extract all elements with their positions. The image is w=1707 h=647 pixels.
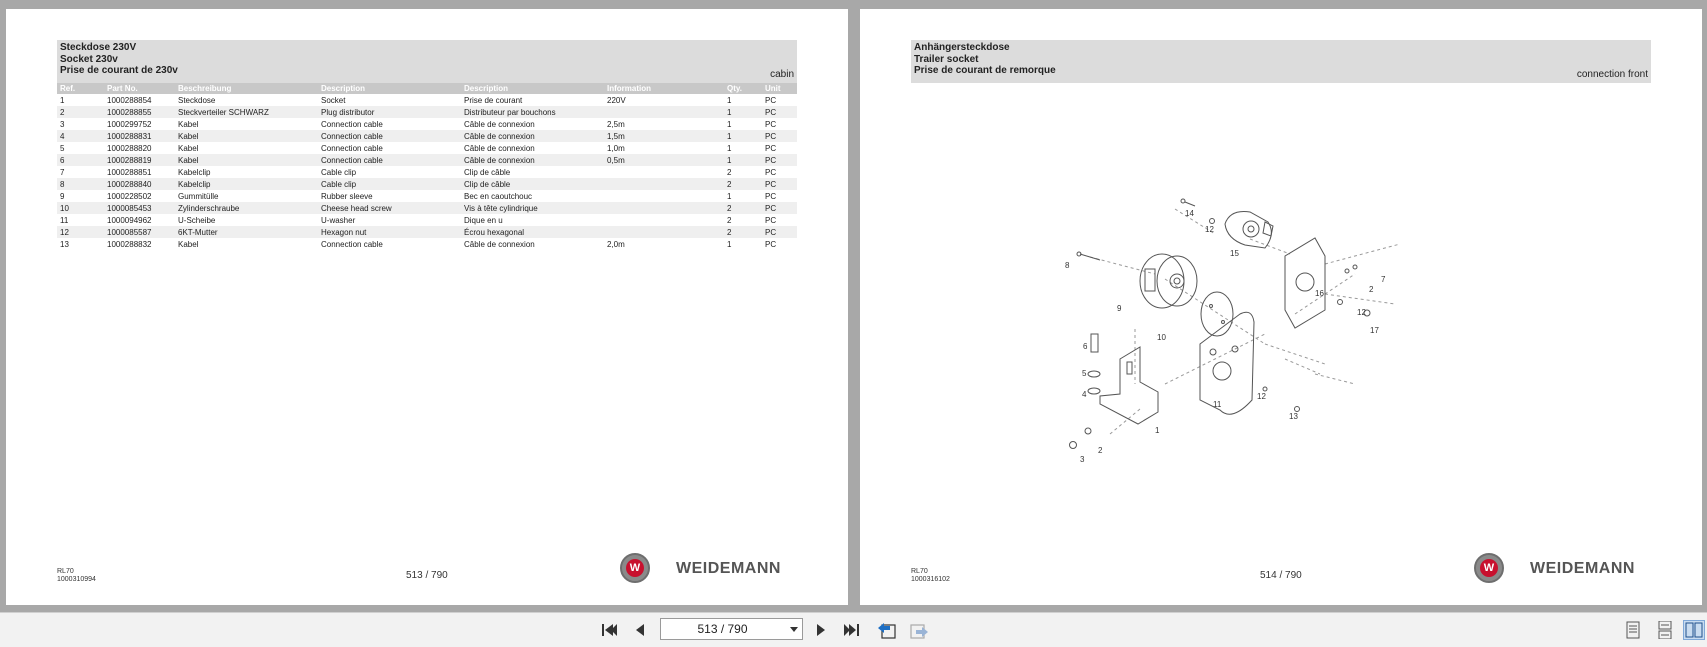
column-header: Unit [762,83,797,94]
table-cell: 6KT-Mutter [175,226,318,238]
table-cell: Câble de connexion [461,130,604,142]
model-name: RL70 [911,568,928,575]
table-cell: PC [762,106,797,118]
table-cell: 12 [57,226,104,238]
table-row [57,106,797,118]
brand-name: WEIDEMANN [676,560,781,577]
table-cell: U-washer [321,215,356,225]
prev-page-button[interactable] [629,620,651,640]
column-header: Information [604,83,724,94]
title-de: Steckdose 230V [60,42,137,53]
callout-4: 4 [1082,390,1087,399]
table-cell: Vis à tête cylindrique [461,202,604,214]
table-cell: 2 [724,226,762,238]
table-cell: 4 [57,130,104,142]
table-cell: Câble de connexion [461,154,604,166]
first-page-icon [600,622,618,638]
table-cell: 1 [727,239,732,249]
navigation-toolbar [0,612,1707,647]
document-number: 1000316102 [911,576,950,583]
table-cell: 1 [724,154,762,166]
table-cell [604,166,724,178]
table-cell: Kabel [178,143,199,153]
two-page-view-button[interactable] [1683,620,1705,640]
column-header: Ref. [57,83,104,94]
location-label: cabin [770,69,794,80]
brand-name: WEIDEMANN [1530,560,1635,577]
table-row [57,166,797,178]
column-header: Description [461,83,604,94]
table-cell: PC [765,143,777,153]
table-cell: 5 [60,143,65,153]
table-header-row [57,83,797,94]
prev-page-icon [633,622,647,638]
table-cell: 2 [727,167,732,177]
document-number: 1000310994 [57,576,96,583]
callout-2: 2 [1369,285,1374,294]
continuous-page-icon [1657,621,1673,639]
table-cell: PC [765,239,777,249]
callout-15: 15 [1230,249,1239,258]
table-cell: 2 [727,215,732,225]
first-page-button[interactable] [598,620,620,640]
document-page-right [860,9,1702,605]
table-cell: 1000288831 [104,130,175,142]
table-cell: 11 [60,215,69,225]
two-page-icon [1685,622,1703,638]
table-cell: 8 [57,178,104,190]
table-cell: Connection cable [321,143,383,153]
table-cell [604,178,724,190]
single-page-icon [1625,621,1641,639]
callout-3: 3 [1080,455,1085,464]
table-cell: Kabelclip [175,178,318,190]
section-header [57,40,797,83]
table-cell: PC [762,154,797,166]
table-cell: Câble de connexion [464,239,535,249]
table-cell: 3 [60,119,65,129]
table-cell: Hexagon nut [318,226,461,238]
table-row [57,238,797,250]
table-cell: Socket [321,95,346,105]
callout-8: 8 [1065,261,1070,270]
table-cell: 1000228502 [107,191,152,201]
table-cell: 220V [607,95,626,105]
continuous-view-button[interactable] [1654,620,1676,640]
table-row [57,178,797,190]
forward-view-button[interactable] [908,620,930,640]
table-row [57,130,797,142]
table-cell: Kabel [178,239,199,249]
table-cell: PC [765,167,777,177]
exploded-parts-diagram [1065,184,1465,474]
title-fr: Prise de courant de 230v [60,65,178,76]
table-cell: 2 [724,202,762,214]
table-cell: Steckdose [178,95,216,105]
next-page-icon [814,622,828,638]
table-cell: 1 [727,143,732,153]
table-cell: Rubber sleeve [321,191,373,201]
table-cell: Cable clip [318,178,461,190]
table-row [57,142,797,154]
table-cell: Câble de connexion [464,143,535,153]
table-cell: Bec en caoutchouc [464,191,533,201]
last-page-button[interactable] [841,620,863,640]
table-cell: Kabel [175,154,318,166]
forward-view-icon [908,620,930,640]
table-cell: 1 [727,95,732,105]
table-row [57,214,797,226]
table-cell: Câble de connexion [464,119,535,129]
table-cell: PC [765,95,777,105]
table-cell: Clip de câble [464,167,511,177]
table-cell: 1000085453 [104,202,175,214]
table-cell: PC [765,191,777,201]
table-cell: 1 [724,130,762,142]
callout-11: 11 [1213,400,1222,409]
table-cell: Prise de courant [464,95,523,105]
table-cell: PC [762,178,797,190]
table-cell: Cable clip [321,167,357,177]
table-cell: 10 [57,202,104,214]
callout-12: 12 [1357,308,1366,317]
last-page-icon [843,622,861,638]
table-cell: Gummitülle [178,191,219,201]
table-row [57,118,797,130]
table-cell: 6 [57,154,104,166]
footer-model [57,568,96,584]
table-cell [604,190,724,202]
table-cell: PC [762,226,797,238]
table-cell [604,202,724,214]
callout-12: 12 [1205,225,1214,234]
table-cell: 1,5m [604,130,724,142]
table-row [57,202,797,214]
table-cell: U-Scheibe [178,215,216,225]
logo-letter: W [626,559,644,577]
table-cell: Kabel [178,119,199,129]
table-cell: 1 [727,119,732,129]
table-cell: Plug distributor [318,106,461,118]
page-number: 514 / 790 [1260,570,1302,581]
table-cell: Dique en u [464,215,503,225]
callout-5: 5 [1082,369,1087,378]
weidemann-logo-icon [1474,553,1504,583]
callout-7: 7 [1381,275,1386,284]
table-cell: Clip de câble [461,178,604,190]
table-cell: 13 [60,239,69,249]
footer-model [911,568,950,584]
table-cell: 7 [60,167,65,177]
table-cell: Kabelclip [178,167,211,177]
table-cell [604,226,724,238]
callout-6: 6 [1083,342,1088,351]
table-cell: Connection cable [321,239,383,249]
logo-letter: W [1480,559,1498,577]
table-row [57,154,797,166]
column-header: Qty. [724,83,762,94]
callout-16: 16 [1315,289,1324,298]
column-header: Description [318,83,461,94]
model-name: RL70 [57,568,74,575]
callout-9: 9 [1117,304,1122,313]
table-cell: 1000288832 [107,239,152,249]
table-row [57,94,797,106]
callout-14: 14 [1185,209,1194,218]
table-cell: PC [765,119,777,129]
table-cell: 1 [727,191,732,201]
table-cell: 2 [57,106,104,118]
table-cell: Zylinderschraube [175,202,318,214]
back-view-icon [876,620,898,640]
single-page-view-button[interactable] [1622,620,1644,640]
column-header: Beschreibung [175,83,318,94]
table-cell: Écrou hexagonal [461,226,604,238]
title-fr: Prise de courant de remorque [914,65,1056,76]
back-view-button[interactable] [876,620,898,640]
table-cell: 1 [724,106,762,118]
page-number: 513 / 790 [406,570,448,581]
document-page-left [6,9,848,605]
table-cell: 1000288851 [107,167,152,177]
table-cell: Kabel [175,130,318,142]
table-cell: PC [762,130,797,142]
callout-13: 13 [1289,412,1298,421]
callout-12: 12 [1257,392,1266,401]
table-cell: Connection cable [321,119,383,129]
table-row [57,226,797,238]
chevron-down-icon[interactable] [790,627,798,632]
table-cell: Connection cable [318,130,461,142]
table-cell: 1000288854 [107,95,152,105]
table-cell: 1000094962 [107,215,152,225]
parts-table [57,83,797,250]
table-cell: 9 [60,191,65,201]
title-en: Trailer socket [914,54,979,65]
table-cell: 1 [60,95,65,105]
callout-1: 1 [1155,426,1160,435]
title-de: Anhängersteckdose [914,42,1010,53]
table-cell: 2 [724,178,762,190]
column-header: Part No. [104,83,175,94]
section-header [911,40,1651,83]
location-label: connection front [1576,69,1648,80]
table-cell: 2,5m [607,119,625,129]
table-cell: 1000288855 [104,106,175,118]
table-cell: Steckverteiler SCHWARZ [175,106,318,118]
table-cell: 1,0m [607,143,625,153]
callout-10: 10 [1157,333,1166,342]
table-row [57,190,797,202]
table-cell: 1000288819 [104,154,175,166]
table-cell: 1000288840 [104,178,175,190]
current-page-value: 513 / 790 [697,622,748,636]
title-en: Socket 230v [60,54,118,65]
table-cell [604,106,724,118]
table-cell: 2,0m [607,239,625,249]
callout-2: 2 [1098,446,1103,455]
table-cell [604,214,724,226]
table-cell: PC [765,215,777,225]
table-cell: 1000085587 [104,226,175,238]
table-cell: Distributeur par bouchons [461,106,604,118]
callout-17: 17 [1370,326,1379,335]
weidemann-logo-icon [620,553,650,583]
table-cell: 1000288820 [107,143,152,153]
table-cell: PC [762,202,797,214]
table-cell: Connection cable [318,154,461,166]
next-page-button[interactable] [810,620,832,640]
page-number-field[interactable] [660,618,803,640]
table-cell: Cheese head screw [318,202,461,214]
table-cell: 0,5m [604,154,724,166]
table-cell: 1000299752 [107,119,152,129]
